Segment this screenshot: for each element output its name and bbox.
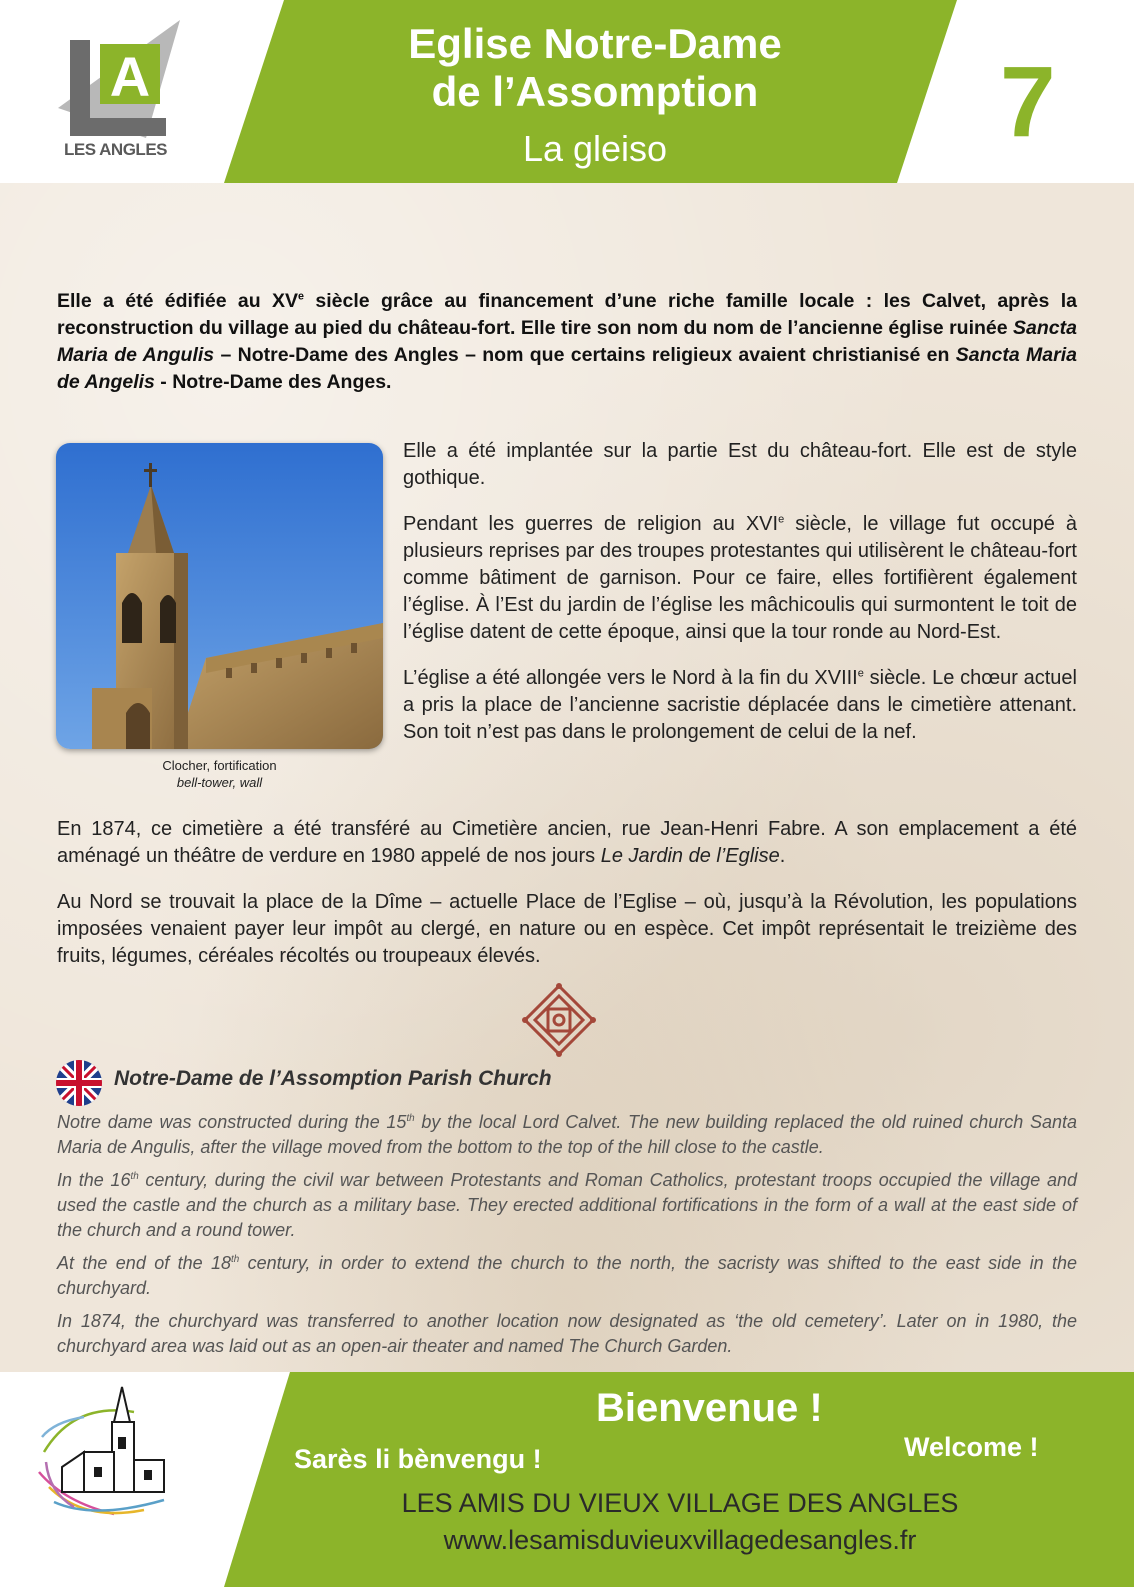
decorative-ornament-icon <box>522 983 596 1057</box>
column-text <box>403 438 1077 765</box>
bienvenue-text: Bienvenue ! <box>596 1386 823 1430</box>
full-paragraph-2: Au Nord se trouvait la place de la Dîme – actuelle Place de l’Eglise – où, jusqu’à la Révolution, les populations imposées venaient payer leur impôt au clergé, en nature ou en espèce. Cet impôt représentait le treizième des fruits, légumes, céréales récoltés ou troupeaux élevés. <box>57 891 1077 967</box>
english-heading: Notre-Dame de l’Assomption Parish Church <box>114 1067 552 1090</box>
caption-fr: Clocher, fortification <box>162 758 277 773</box>
english-paragraph-1: Notre dame was constructed during the 15th by the local Lord Calvet. The new building replaced the old ruined church Santa Maria de Angulis, after the village moved from the bottom to the top of the hill close to the castle. <box>57 1112 1077 1157</box>
title-line-1: Eglise Notre-Dame <box>408 20 782 67</box>
association-url[interactable]: www.lesamisduvieuxvillagedesangles.fr <box>443 1525 917 1555</box>
title-line-2: de l’Assomption <box>431 68 759 115</box>
association-name: LES AMIS DU VIEUX VILLAGE DES ANGLES <box>401 1488 959 1518</box>
full-width-text <box>57 816 1077 989</box>
logo-letter: A <box>109 45 151 108</box>
english-paragraph-3: At the end of the 18th century, in order to extend the church to the north, the sacristy was shifted to the east side in the churchyard. <box>57 1253 1077 1298</box>
photo-caption <box>56 757 383 791</box>
english-paragraph-4: In 1874, the churchyard was transferred to another location now designated as ‘the old cemetery’. Later on in 1980, the churchyard area was laid out as an open-air theater and named The Church Garden. <box>57 1311 1077 1356</box>
station-number: 7 <box>1000 46 1056 158</box>
english-text <box>57 1110 1077 1367</box>
page-title <box>300 20 890 116</box>
page-subtitle: La gleiso <box>522 128 668 169</box>
village-sketch-logo <box>34 1382 184 1522</box>
church-photo <box>56 443 383 749</box>
english-paragraph-2: In the 16th century, during the civil war between Protestants and Roman Catholics, protestant troops occupied the village and used the castle and the church as a military base. They erected additional fortifications in the form of a wall at the east side of the church and a round tower. <box>57 1170 1077 1240</box>
logo-label: LES ANGLES <box>64 140 167 159</box>
caption-en: bell-tower, wall <box>176 775 263 790</box>
welcome-text: Welcome ! <box>904 1432 1039 1462</box>
column-paragraph-1: Elle a été implantée sur la partie Est du château-fort. Elle est de style gothique. <box>403 440 1077 489</box>
column-paragraph-3: L’église a été allongée vers le Nord à la fin du XVIIIe siècle. Le chœur actuel a pris la place de l’ancienne sacristie déplacée dans le cimetière attenant. Son toit n’est pas dans le prolongement de celui de la nef. <box>403 667 1077 743</box>
column-paragraph-2: Pendant les guerres de religion au XVIe siècle, le village fut occupé à plusieurs reprises par des troupes protestantes qui utilisèrent le château-fort comme bâtiment de garnison. Pour ce faire, elles fortifièrent également l’église. À l’Est du jardin de l’église les mâchicoulis qui surmontent le toit de l’église datent de cette époque, ainsi que la tour ronde au Nord-Est. <box>403 513 1077 643</box>
sares-text: Sarès li bènvengu ! <box>294 1444 542 1474</box>
full-paragraph-1: En 1874, ce cimetière a été transféré au Cimetière ancien, rue Jean-Henri Fabre. A son emplacement a été aménagé un théâtre de verdure en 1980 appelé de nos jours Le Jardin de l’Eglise. <box>57 818 1077 867</box>
intro-paragraph: Elle a été édifiée au XVe siècle grâce au financement d’une riche famille locale : les Calvet, après la reconstruction du village au pied du château-fort. Elle tire son nom du nom de l’ancienne église ruinée Sancta Maria de Angulis – Notre-Dame des Angles – nom que certains religieux avaient christianisé en Sancta Maria de Angelis - Notre-Dame des Anges. <box>57 290 1077 393</box>
uk-flag-icon <box>56 1060 102 1106</box>
